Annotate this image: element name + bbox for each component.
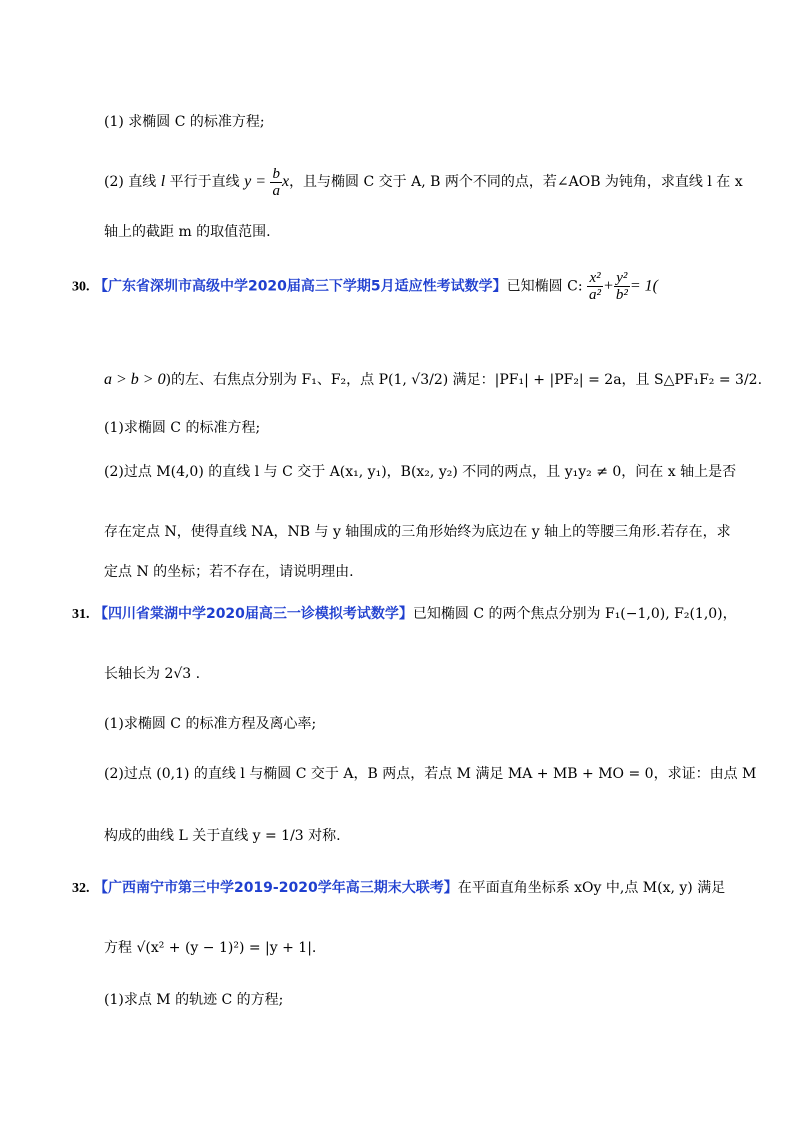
q29-part2 [104, 162, 743, 202]
source-tag: 【四川省棠湖中学2020届高三一诊模拟考试数学】 [93, 606, 413, 622]
q30-part2-cont [104, 522, 731, 542]
fraction-y2-b2 [614, 270, 630, 303]
q31-part1 [104, 714, 316, 734]
text: 在平面直角坐标系 xOy 中,点 M(x, y) 满足 [457, 880, 726, 896]
fraction-b-over-a [270, 166, 282, 199]
math-x: x [281, 173, 290, 190]
numerator: y² [614, 270, 630, 287]
text: (1)求椭圆 C 的标准方程; [104, 420, 261, 436]
denominator: a [272, 182, 280, 199]
q32-header [72, 878, 725, 899]
q30-part2 [104, 462, 736, 482]
denominator: a² [589, 287, 602, 303]
text: 轴上的截距 m 的取值范围. [104, 224, 271, 240]
text: ，且与椭圆 C 交于 A, B 两个不同的点，若∠AOB 为钝角，求直线 l 在 x [289, 174, 743, 190]
question-number: 32. [72, 881, 90, 896]
text: 已知椭圆 C: [506, 278, 583, 295]
text: 长轴长为 2√3 . [104, 666, 201, 682]
plus: + [603, 277, 614, 295]
source-tag: 【广西南宁市第三中学2019-2020学年高三期末大联考】 [93, 880, 458, 896]
numerator: b [272, 165, 280, 182]
text: )的左、右焦点分别为 F₁、F₂，点 P(1, √3/2) 满足：|PF₁| + |PF₂| = 2a，且 S△PF₁F₂ = 3/2. [165, 372, 763, 388]
text: (1)求点 M 的轨迹 C 的方程; [104, 992, 284, 1008]
text: 平行于直线 [165, 174, 245, 190]
denominator: b² [615, 287, 628, 303]
q30-line2 [104, 370, 762, 390]
equals: = 1( [629, 277, 658, 295]
q31-part2 [104, 764, 756, 784]
q32-line2 [104, 938, 316, 958]
q30-part2-end [104, 562, 354, 582]
question-number: 31. [72, 607, 90, 622]
q32-part1 [104, 990, 283, 1010]
source-tag: 【广东省深圳市高级中学2020届高三下学期5月适应性考试数学】 [93, 278, 507, 295]
q30-header [72, 270, 658, 303]
text: 存在定点 N，使得直线 NA，NB 与 y 轴围成的三角形始终为底边在 y 轴上的等腰三角形.若存在，求 [104, 524, 731, 540]
math-l: l [160, 173, 166, 190]
text: 已知椭圆 C 的两个焦点分别为 F₁(−1,0), F₂(1,0)， [412, 606, 737, 622]
text: (1)求椭圆 C 的标准方程及离心率; [104, 716, 317, 732]
condition: a > b > 0 [104, 371, 166, 388]
text: (2) 直线 [104, 174, 161, 190]
q30-part1 [104, 418, 260, 438]
q29-part2-cont [104, 222, 271, 242]
text: 构成的曲线 L 关于直线 y = 1/3 对称. [104, 828, 341, 844]
q29-part1 [104, 112, 265, 132]
q31-line2 [104, 664, 200, 684]
numerator: x² [587, 270, 603, 287]
text: 方程 √(x² + (y − 1)²) = |y + 1|. [104, 940, 317, 956]
q31-header [72, 604, 737, 625]
question-number: 30. [72, 279, 90, 295]
text: (2)过点 M(4,0) 的直线 l 与 C 交于 A(x₁, y₁)，B(x₂, y₂) 不同的两点，且 y₁y₂ ≠ 0，问在 x 轴上是否 [104, 464, 737, 480]
math-y: y = [244, 173, 266, 190]
fraction-x2-a2 [587, 270, 603, 303]
text: (2)过点 (0,1) 的直线 l 与椭圆 C 交于 A，B 两点，若点 M 满足 MA + MB + MO = 0，求证：由点 M [104, 766, 757, 782]
text: 定点 N 的坐标；若不存在，请说明理由. [104, 564, 354, 580]
q29-part1-text: (1) 求椭圆 C 的标准方程; [104, 114, 265, 130]
q31-part2-cont [104, 826, 341, 846]
